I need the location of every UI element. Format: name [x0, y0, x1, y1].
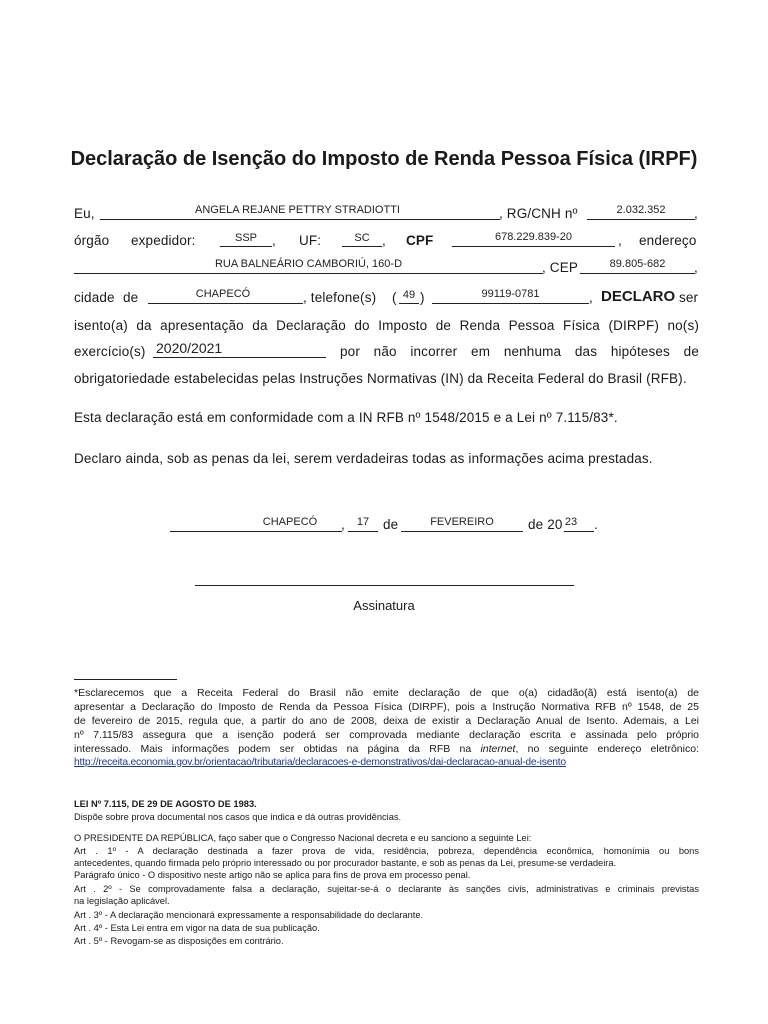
- text-declaro-ainda: Declaro ainda, sob as penas da lei, serem verdadeiras todas as informações acima prestadas.: [74, 451, 653, 466]
- text-line-isento: isento(a) da apresentação da Declaração do Imposto de Renda Pessoa Física (DIRPF) no(s): [74, 318, 699, 333]
- law-art2-b: na legislação aplicável.: [74, 896, 170, 906]
- cidade-field[interactable]: CHAPECÓ: [195, 288, 251, 300]
- law-art5: Art . 5º - Revogam-se as disposições em contrário.: [74, 936, 284, 946]
- label-telefone: , telefone(s): [303, 290, 377, 305]
- dia-underline: [348, 531, 378, 532]
- period: .: [594, 517, 598, 532]
- orgao-field[interactable]: SSP: [234, 232, 257, 244]
- rg-field[interactable]: 2.032.352: [616, 204, 666, 216]
- label-de: de: [123, 290, 139, 305]
- label-cpf: CPF: [406, 233, 434, 248]
- label-endereco: endereço: [639, 233, 697, 248]
- cpf-underline: [452, 246, 615, 247]
- law-art1-b: antecedentes, quando firmada pelo próprio interessado ou por procurador bastante, e sob as penas da Lei, presume-se verdadeira.: [74, 858, 617, 868]
- cep-underline: [580, 273, 695, 274]
- rg-underline: [587, 219, 695, 220]
- law-art1-c: Parágrafo único - O dispositivo neste artigo não se aplica para fins de prova em processo penal.: [74, 870, 471, 880]
- law-art1-a: Art . 1º - A declaração destinada a fazer prova de vida, residência, pobreza, dependência econômica, homonímia ou bons: [74, 846, 699, 856]
- telefone-underline: [432, 303, 589, 304]
- law-art2-a: Art . 2º - Se comprovadamente falsa a declaração, sujeitar-se-á o declarante às sanções civis, administrativas e criminais previstas: [74, 884, 699, 894]
- paren-open: (: [392, 290, 397, 305]
- footnote-line-5: [74, 742, 699, 756]
- footnote-internet: internet: [480, 743, 516, 755]
- law-title: LEI Nº 7.115, DE 29 DE AGOSTO DE 1983.: [74, 799, 257, 809]
- label-rg: , RG/CNH nº: [499, 206, 578, 221]
- label-cidade: cidade: [74, 290, 115, 305]
- comma: ,: [341, 517, 345, 532]
- law-intro: O PRESIDENTE DA REPÚBLICA, faço saber que o Congresso Nacional decreta e eu sanciono a seguinte Lei:: [74, 833, 532, 843]
- text-line-hipoteses: por não incorrer em nenhuma das hipóteses de: [340, 344, 699, 359]
- name-underline: [100, 219, 500, 220]
- mes-field[interactable]: FEVEREIRO: [430, 516, 494, 528]
- comma: ,: [589, 290, 593, 305]
- uf-field[interactable]: SC: [354, 232, 370, 244]
- paren-close: ): [420, 290, 425, 305]
- signature-label: Assinatura: [353, 598, 415, 613]
- label-eu: Eu,: [74, 206, 95, 221]
- uf-underline: [342, 246, 382, 247]
- label-uf: UF:: [299, 233, 322, 248]
- dia-field[interactable]: 17: [356, 516, 370, 528]
- law-subtitle: Dispõe sobre prova documental nos casos que indica e dá outras providências.: [74, 812, 402, 822]
- ddd-underline: [399, 303, 419, 304]
- label-expedidor: expedidor:: [131, 233, 196, 248]
- footnote-text: interessado. Mais informações podem ser obtidas na página da RFB na: [74, 743, 472, 755]
- footnote-line-4: nº 7.115/83 assegura que a isenção poderá ser comprovada mediante declaração escrita e assinada pelo próprio: [74, 729, 699, 741]
- footnote-line-2: apresentar a Declaração do Imposto de Renda da Pessoa Física (DIRPF), pois a Instrução Normativa RFB nº 1548, de 25: [74, 701, 699, 713]
- comma: ,: [618, 233, 622, 248]
- label-declaro: DECLARO: [601, 288, 676, 305]
- label-cep: , CEP: [542, 260, 579, 275]
- ano-underline: [564, 531, 594, 532]
- comma: ,: [382, 233, 386, 248]
- ddd-field[interactable]: 49: [402, 289, 416, 301]
- cidade-underline: [148, 303, 303, 304]
- ano-field[interactable]: 23: [564, 516, 578, 528]
- exercicio-underline: [153, 357, 326, 358]
- footnote-text-end: , no seguinte endereço eletrônico:: [515, 743, 699, 755]
- signature-line: [195, 585, 574, 586]
- exercicio-field[interactable]: 2020/2021: [156, 340, 223, 356]
- text-conformidade: Esta declaração está em conformidade com a IN RFB nº 1548/2015 e a Lei nº 7.115/83*.: [74, 410, 618, 425]
- local-field[interactable]: CHAPECÓ: [262, 516, 318, 528]
- comma: ,: [694, 260, 698, 275]
- document-title: Declaração de Isenção do Imposto de Renda Pessoa Física (IRPF): [70, 148, 698, 170]
- label-orgao: órgão: [74, 233, 110, 248]
- law-art4: Art . 4º - Esta Lei entra em vigor na data de sua publicação.: [74, 923, 320, 933]
- mes-underline: [401, 531, 523, 532]
- footnote-line-1: *Esclarecemos que a Receita Federal do Brasil não emite declaração de que o(a) cidadão(ã) está isento(a) de: [74, 687, 699, 699]
- telefone-field[interactable]: 99119-0781: [481, 288, 540, 300]
- endereco-field[interactable]: RUA BALNEÁRIO CAMBORIÚ, 160-D: [214, 258, 403, 270]
- cep-field[interactable]: 89.805-682: [609, 258, 666, 270]
- label-date-de: de: [383, 517, 399, 532]
- label-exercicio: exercício(s): [74, 344, 146, 359]
- orgao-underline: [220, 246, 272, 247]
- rfb-link[interactable]: http://receita.economia.gov.br/orientacao/tributaria/declaracoes-e-demonstrativos/dai-declaracao-anual-de-isento: [74, 757, 566, 768]
- text-line-obrigatoriedade: obrigatoriedade estabelecidas pelas Instruções Normativas (IN) da Receita Federal do Brasil (RFB).: [74, 371, 687, 386]
- footnote-line-3: de fevereiro de 2015, regula que, a partir do ano de 2008, deixa de existir a Declaração Anual de Isento. Ademais, a Lei: [74, 715, 699, 727]
- law-art3: Art . 3º - A declaração mencionará expressamente a responsabilidade do declarante.: [74, 910, 424, 920]
- comma: ,: [694, 206, 698, 221]
- cpf-field[interactable]: 678.229.839-20: [494, 231, 573, 243]
- name-field[interactable]: ANGELA REJANE PETTRY STRADIOTTI: [195, 204, 400, 216]
- footnote-separator: [74, 679, 177, 680]
- local-underline: [170, 531, 342, 532]
- comma: ,: [272, 233, 276, 248]
- endereco-underline: [74, 273, 543, 274]
- label-date-de20: de 20: [528, 517, 563, 532]
- label-ser: ser: [679, 290, 699, 305]
